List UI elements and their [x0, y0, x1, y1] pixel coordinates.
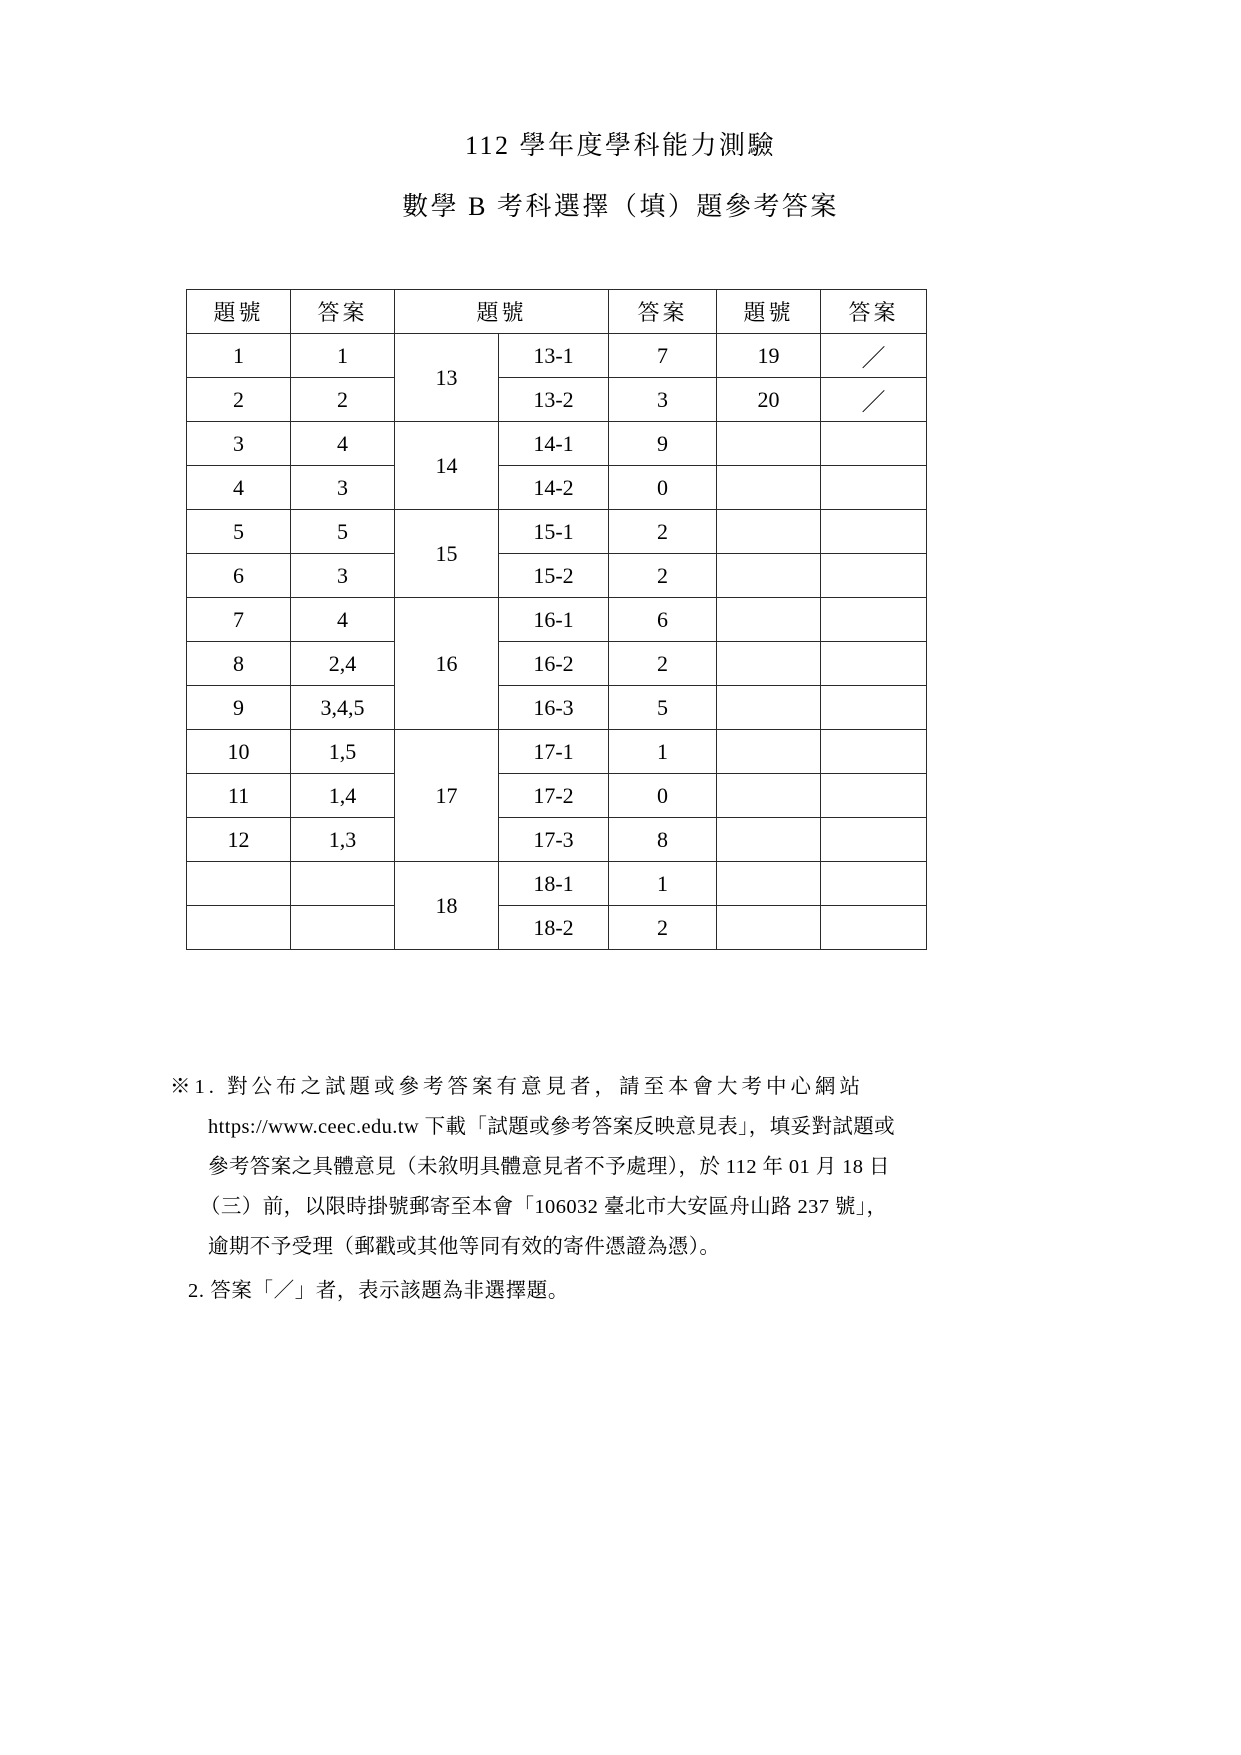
table-row [187, 554, 927, 598]
sub-question-number: 14-2 [499, 466, 609, 510]
empty-cell [717, 818, 821, 862]
sub-question-number: 14-1 [499, 422, 609, 466]
header-answer-1: 答案 [291, 290, 395, 334]
answer-value: 9 [609, 422, 717, 466]
question-number: 1 [187, 334, 291, 378]
empty-cell [717, 686, 821, 730]
empty-cell [717, 642, 821, 686]
title-block [0, 128, 1241, 224]
answer-value: 1 [609, 730, 717, 774]
question-number: 20 [717, 378, 821, 422]
header-answer-2: 答案 [609, 290, 717, 334]
sub-question-number: 18-2 [499, 906, 609, 950]
empty-cell [291, 906, 395, 950]
answer-value: ／ [821, 334, 927, 378]
empty-cell [187, 906, 291, 950]
question-number: 11 [187, 774, 291, 818]
table-row [187, 906, 927, 950]
header-answer-3: 答案 [821, 290, 927, 334]
empty-cell [717, 774, 821, 818]
header-question-3: 題號 [717, 290, 821, 334]
empty-cell [717, 554, 821, 598]
empty-cell [821, 642, 927, 686]
table-row [187, 378, 927, 422]
empty-cell [717, 598, 821, 642]
table-row [187, 510, 927, 554]
table-row [187, 334, 927, 378]
answer-value: 2 [291, 378, 395, 422]
empty-cell [821, 510, 927, 554]
page-subtitle: 數學 B 考科選擇（填）題參考答案 [402, 192, 839, 222]
answer-table-container [186, 289, 926, 950]
question-number: 4 [187, 466, 291, 510]
sub-question-number: 17-1 [499, 730, 609, 774]
answer-value: 1,3 [291, 818, 395, 862]
empty-cell [187, 862, 291, 906]
question-number: 8 [187, 642, 291, 686]
answer-value: 3 [291, 466, 395, 510]
question-number: 7 [187, 598, 291, 642]
empty-cell [821, 862, 927, 906]
footnote-1-line-1: ※1. 對公布之試題或參考答案有意見者，請至本會大考中心網站 [170, 1076, 864, 1098]
footnote-1-line-4: （三）前，以限時掛號郵寄至本會「106032 臺北市大安區舟山路 237 號」， [200, 1195, 888, 1218]
empty-cell [821, 730, 927, 774]
empty-cell [717, 466, 821, 510]
sub-question-number: 13-2 [499, 378, 609, 422]
empty-cell [821, 554, 927, 598]
empty-cell [717, 906, 821, 950]
answer-value: 2 [609, 510, 717, 554]
answer-value: 1,4 [291, 774, 395, 818]
answer-value: ／ [821, 378, 927, 422]
group-number: 13 [395, 334, 499, 422]
answer-value: 8 [609, 818, 717, 862]
empty-cell [717, 510, 821, 554]
question-number: 12 [187, 818, 291, 862]
empty-cell [717, 422, 821, 466]
question-number: 2 [187, 378, 291, 422]
sub-question-number: 15-2 [499, 554, 609, 598]
answer-value: 0 [609, 466, 717, 510]
answer-key-table [186, 289, 927, 950]
empty-cell [717, 862, 821, 906]
answer-value: 6 [609, 598, 717, 642]
group-number: 18 [395, 862, 499, 950]
table-row [187, 642, 927, 686]
answer-value: 5 [609, 686, 717, 730]
footnotes [170, 1068, 1070, 1312]
answer-value: 5 [291, 510, 395, 554]
footnote-2: 2. 答案「／」者，表示該題為非選擇題。 [188, 1279, 569, 1302]
answer-value: 2 [609, 554, 717, 598]
answer-value: 2,4 [291, 642, 395, 686]
table-row [187, 774, 927, 818]
header-question-1: 題號 [187, 290, 291, 334]
empty-cell [821, 818, 927, 862]
table-row [187, 730, 927, 774]
empty-cell [821, 686, 927, 730]
sub-question-number: 16-2 [499, 642, 609, 686]
answer-value: 3 [609, 378, 717, 422]
answer-value: 0 [609, 774, 717, 818]
page-title: 112 學年度學科能力測驗 [464, 131, 777, 160]
sub-question-number: 17-2 [499, 774, 609, 818]
empty-cell [821, 466, 927, 510]
table-header-row [187, 290, 927, 334]
group-number: 15 [395, 510, 499, 598]
footnote-1-line-2: https://www.ceec.edu.tw 下載「試題或參考答案反映意見表」，填妥對試題或 [208, 1115, 896, 1138]
footnote-1-line-5: 逾期不予受理（郵戳或其他等同有效的寄件憑證為憑）。 [208, 1235, 721, 1258]
sub-question-number: 16-3 [499, 686, 609, 730]
group-number: 14 [395, 422, 499, 510]
question-number: 3 [187, 422, 291, 466]
group-number: 17 [395, 730, 499, 862]
answer-value: 1,5 [291, 730, 395, 774]
table-row [187, 466, 927, 510]
question-number: 6 [187, 554, 291, 598]
sub-question-number: 17-3 [499, 818, 609, 862]
empty-cell [821, 598, 927, 642]
answer-value: 4 [291, 598, 395, 642]
empty-cell [291, 862, 395, 906]
question-number: 5 [187, 510, 291, 554]
sub-question-number: 18-1 [499, 862, 609, 906]
table-row [187, 862, 927, 906]
table-row [187, 598, 927, 642]
sub-question-number: 16-1 [499, 598, 609, 642]
table-row [187, 422, 927, 466]
answer-value: 3,4,5 [291, 686, 395, 730]
header-question-2: 題號 [395, 290, 609, 334]
answer-value: 7 [609, 334, 717, 378]
sub-question-number: 13-1 [499, 334, 609, 378]
footnote-1-line-3: 參考答案之具體意見（未敘明具體意見者不予處理），於 112 年 01 月 18 日 [208, 1155, 890, 1178]
question-number: 9 [187, 686, 291, 730]
empty-cell [821, 774, 927, 818]
group-number: 16 [395, 598, 499, 730]
empty-cell [821, 422, 927, 466]
answer-value: 4 [291, 422, 395, 466]
question-number: 10 [187, 730, 291, 774]
empty-cell [717, 730, 821, 774]
answer-value: 1 [291, 334, 395, 378]
answer-value: 3 [291, 554, 395, 598]
answer-value: 1 [609, 862, 717, 906]
table-row [187, 818, 927, 862]
question-number: 19 [717, 334, 821, 378]
table-row [187, 686, 927, 730]
empty-cell [821, 906, 927, 950]
sub-question-number: 15-1 [499, 510, 609, 554]
answer-value: 2 [609, 906, 717, 950]
footnote-1 [170, 1068, 1070, 1268]
answer-value: 2 [609, 642, 717, 686]
